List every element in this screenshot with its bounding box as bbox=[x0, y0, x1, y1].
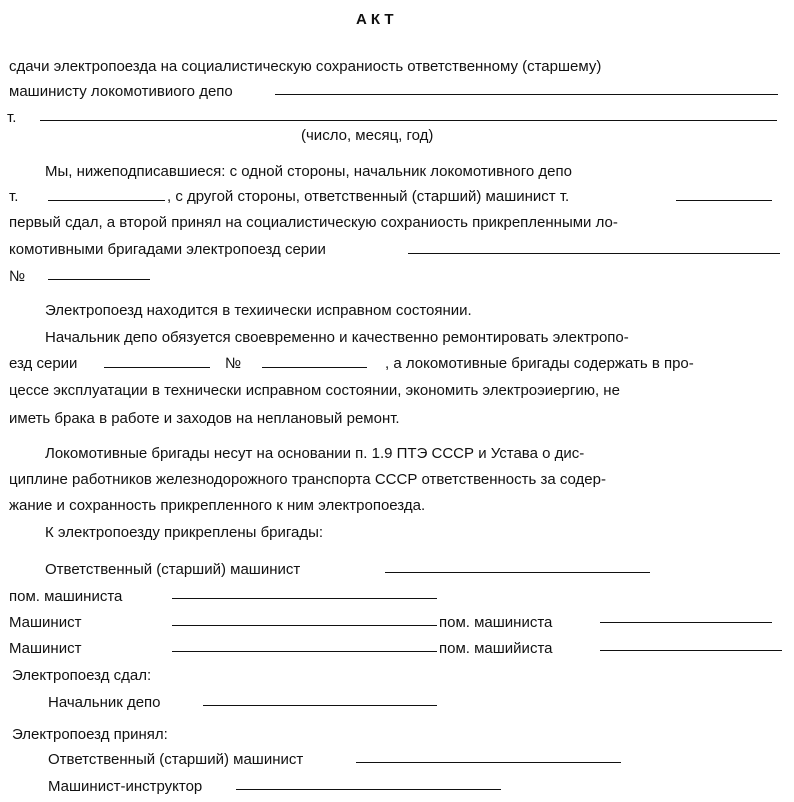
assistant-3-field[interactable] bbox=[600, 650, 782, 651]
took-heading: Электропоезд принял: bbox=[12, 726, 168, 743]
train-number-field[interactable] bbox=[48, 279, 150, 280]
depot-head-signature-field[interactable] bbox=[203, 705, 437, 706]
para2-line-1: Электропоезд находится в техиически исправном состоянии. bbox=[45, 302, 472, 319]
para3-line-4: иметь брака в работе и заходов на неплановый ремонт. bbox=[9, 410, 400, 427]
para4-line-1: Локомотивные бригады несут на основании п. 1.9 ПТЭ СССР и Устава о дис- bbox=[45, 445, 585, 462]
senior-driver-field[interactable] bbox=[385, 572, 650, 573]
assistant-3-label: пом. машийиста bbox=[439, 640, 553, 657]
repair-number-field[interactable] bbox=[262, 367, 367, 368]
assistant-1-field[interactable] bbox=[172, 598, 437, 599]
header-line-3: т. bbox=[7, 109, 17, 126]
para1-line-2b: , с другой стороны, ответственный (старший) машинист т. bbox=[167, 188, 570, 205]
para3-line-3: цессе эксплуатации в технически исправном состоянии, экономить электроэиергию, не bbox=[9, 382, 620, 399]
depot-head-name-field[interactable] bbox=[48, 200, 165, 201]
receiving-senior-driver-field[interactable] bbox=[356, 762, 621, 763]
para1-line-4: комотивными бригадами электропоезд серии bbox=[9, 241, 326, 258]
gave-heading: Электропоезд сдал: bbox=[12, 667, 152, 684]
para4-line-2: циплине работников железнодорожного транспорта СССР ответственность за содер- bbox=[9, 471, 606, 488]
assistant-2-field[interactable] bbox=[600, 622, 772, 623]
driver-1-field[interactable] bbox=[172, 625, 437, 626]
para4-line-3: жание и сохранность прикрепленного к ним электропоезда. bbox=[9, 497, 426, 514]
driver-2-label: Машинист bbox=[9, 640, 82, 657]
para3-line-1: Начальник депо обязуется своевременно и качественно ремонтировать электропо- bbox=[45, 329, 629, 346]
para1-line-3: первый сдал, а второй принял на социалистическую сохраниость прикрепленными ло- bbox=[9, 214, 618, 231]
driver-1-label: Машинист bbox=[9, 614, 82, 631]
para1-line-2a: т. bbox=[9, 188, 19, 205]
assistant-1-label: пом. машиниста bbox=[9, 588, 123, 605]
driver-2-field[interactable] bbox=[172, 651, 437, 652]
depot-head-label: Начальник депо bbox=[48, 694, 161, 711]
para1-line-5: № bbox=[9, 268, 26, 285]
assistant-2-label: пом. машиниста bbox=[439, 614, 553, 631]
repair-series-field[interactable] bbox=[104, 367, 210, 368]
instructor-label: Машинист-инструктор bbox=[48, 778, 203, 795]
para3-line-2b: № bbox=[225, 355, 242, 372]
date-caption: (число, месяц, год) bbox=[301, 127, 434, 144]
para3-line-2a: езд серии bbox=[9, 355, 78, 372]
brigades-heading: К электропоезду прикреплены бригады: bbox=[45, 524, 324, 541]
senior-driver-label: Ответственный (старший) машинист bbox=[45, 561, 301, 578]
date-field[interactable] bbox=[40, 120, 777, 121]
document-title: АКТ bbox=[356, 11, 398, 28]
header-line-1: сдачи электропоезда на социалистическую сохраниость ответственному (старшему) bbox=[9, 58, 602, 75]
receiving-senior-driver-label: Ответственный (старший) машинист bbox=[48, 751, 304, 768]
instructor-field[interactable] bbox=[236, 789, 501, 790]
depot-name-field[interactable] bbox=[275, 94, 778, 95]
para3-line-2c: , а локомотивные бригады содержать в про- bbox=[385, 355, 694, 372]
train-series-field[interactable] bbox=[408, 253, 780, 254]
header-line-2: машинисту локомотивиого депо bbox=[9, 83, 233, 100]
para1-line-1: Мы, нижеподписавшиеся: с одной стороны, начальник локомотивного депо bbox=[45, 163, 572, 180]
senior-driver-name-field[interactable] bbox=[676, 200, 772, 201]
